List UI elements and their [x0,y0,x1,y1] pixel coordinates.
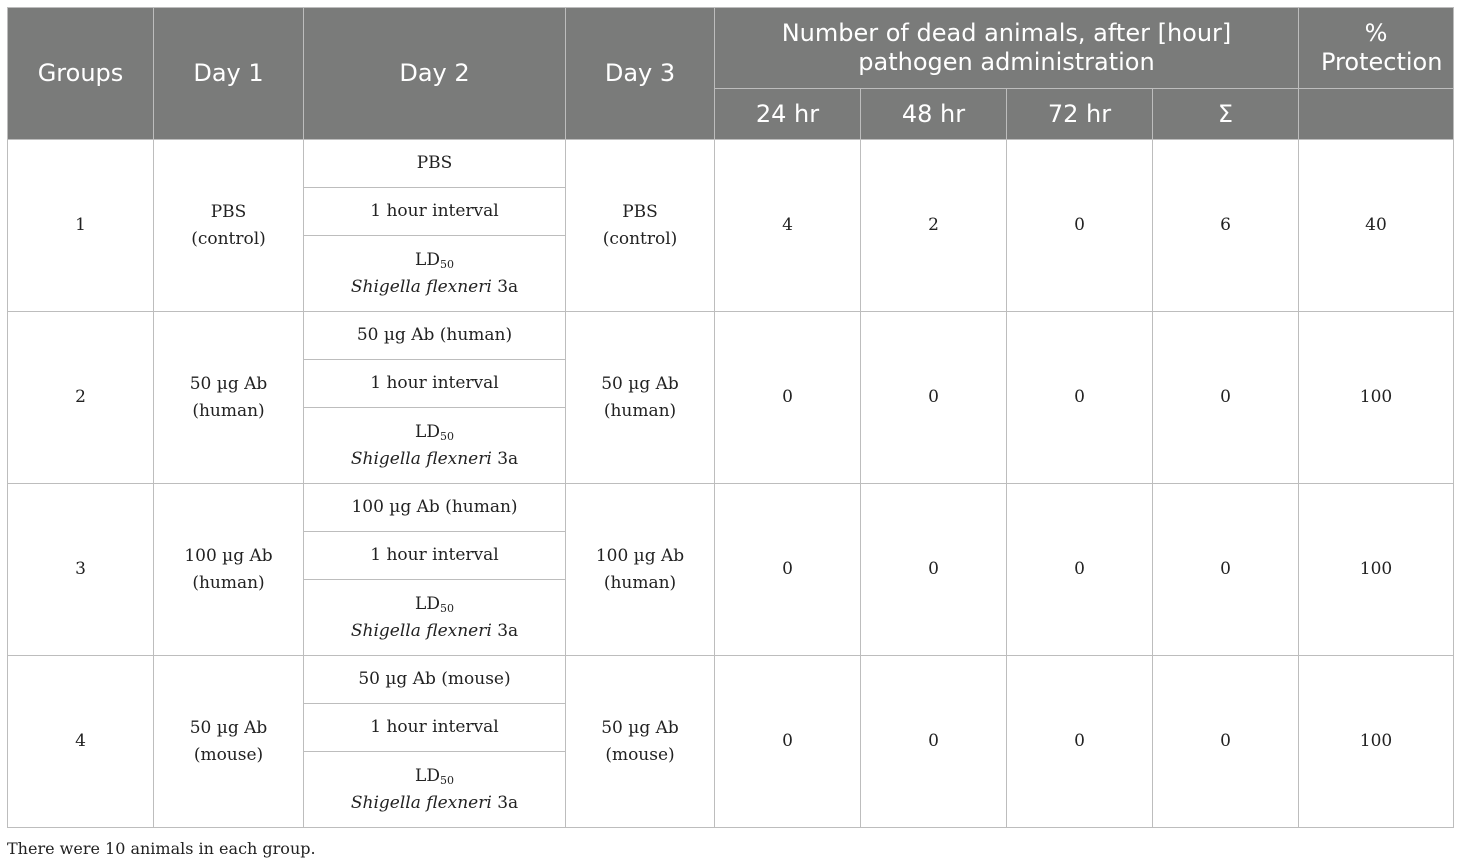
header-sum: Σ [1153,89,1299,140]
cell-sum: 0 [1153,312,1299,484]
ld50-label: $LD_{50}$ [415,593,454,615]
cell-day2-interval: 1 hour interval [304,188,566,236]
cell-day2-pathogen [304,408,566,484]
pathogen-name: Shigella flexneri 3a [350,276,519,297]
cell-24hr: 4 [715,140,861,312]
ld50-label: $LD_{50}$ [415,765,454,787]
table-row [8,312,1454,360]
cell-72hr: 0 [1007,140,1153,312]
cell-sum: 0 [1153,484,1299,656]
cell-day2-pathogen [304,236,566,312]
cell-24hr: 0 [715,656,861,828]
ld50-label: $LD_{50}$ [415,421,454,443]
cell-48hr: 0 [861,656,1007,828]
header-dead-animals-text: Number of dead animals, after [hour] pathogen administration [781,19,1232,76]
cell-sum: 6 [1153,140,1299,312]
cell-day3: PBS (control) [566,140,715,312]
cell-24hr: 0 [715,312,861,484]
cell-protection: 100 [1299,484,1454,656]
header-72hr: 72 hr [1007,89,1153,140]
header-groups: Groups [8,8,154,140]
cell-sum: 0 [1153,656,1299,828]
cell-group: 2 [8,312,154,484]
header-day3: Day 3 [566,8,715,140]
results-table-container [7,7,1453,858]
pathogen-name: Shigella flexneri 3a [350,448,519,469]
ld50-label: $LD_{50}$ [415,249,454,271]
cell-day3: 100 µg Ab (human) [566,484,715,656]
cell-48hr: 2 [861,140,1007,312]
table-body [8,140,1454,828]
cell-protection: 100 [1299,656,1454,828]
cell-day1: 100 µg Ab (human) [154,484,304,656]
results-table [7,7,1454,828]
cell-group: 1 [8,140,154,312]
header-protection [1299,8,1454,89]
cell-48hr: 0 [861,484,1007,656]
cell-day2-treatment: 50 µg Ab (mouse) [304,656,566,704]
cell-day2-treatment: 100 µg Ab (human) [304,484,566,532]
table-row [8,484,1454,532]
cell-48hr: 0 [861,312,1007,484]
cell-group: 4 [8,656,154,828]
cell-day3: 50 µg Ab (human) [566,312,715,484]
header-48hr: 48 hr [861,89,1007,140]
header-empty [1299,89,1454,140]
cell-day1: 50 µg Ab (human) [154,312,304,484]
header-24hr: 24 hr [715,89,861,140]
cell-day2-treatment: 50 µg Ab (human) [304,312,566,360]
table-row [8,140,1454,188]
cell-protection: 40 [1299,140,1454,312]
cell-day2-pathogen [304,580,566,656]
cell-protection: 100 [1299,312,1454,484]
table-row [8,656,1454,704]
header-day1: Day 1 [154,8,304,140]
cell-day3: 50 µg Ab (mouse) [566,656,715,828]
header-dead-animals [715,8,1299,89]
footnote: There were 10 animals in each group. [7,839,316,858]
cell-day2-interval: 1 hour interval [304,532,566,580]
cell-72hr: 0 [1007,484,1153,656]
header-day2: Day 2 [304,8,566,140]
cell-72hr: 0 [1007,312,1153,484]
cell-day1: PBS (control) [154,140,304,312]
cell-day2-interval: 1 hour interval [304,704,566,752]
cell-day2-treatment: PBS [304,140,566,188]
cell-day2-interval: 1 hour interval [304,360,566,408]
pathogen-name: Shigella flexneri 3a [350,792,519,813]
cell-group: 3 [8,484,154,656]
cell-day1: 50 µg Ab (mouse) [154,656,304,828]
header-protection-text: % Protection [1321,19,1443,76]
cell-day2-pathogen [304,752,566,828]
cell-24hr: 0 [715,484,861,656]
pathogen-name: Shigella flexneri 3a [350,620,519,641]
cell-72hr: 0 [1007,656,1153,828]
